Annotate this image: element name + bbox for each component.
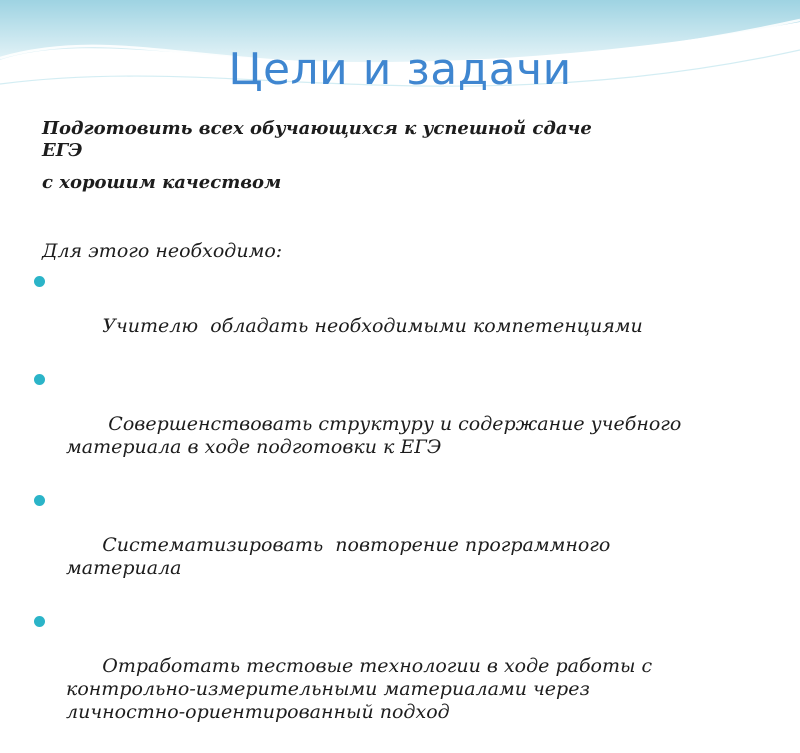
bullet-dot-icon [34,616,45,627]
goal-line: с хорошим качеством [42,172,282,193]
bullet-dot-icon [34,495,45,506]
list-item [28,488,762,603]
spacer [42,162,762,172]
bullet-dot-icon [34,276,45,287]
list-item [28,367,762,482]
list-item [28,269,762,361]
list-item-text: Систематизировать повторение программного материала [66,534,611,579]
bullet-dot-icon [34,374,45,385]
bullet-list [28,269,762,747]
goal-line: ЕГЭ [42,140,83,161]
list-item-text: Отработать тестовые технологии в ходе работы с контрольно-измерительными материалами через личностно-ориентированный подход [66,655,653,723]
list-item-text: Совершенствовать структуру и содержание учебного материала в ходе подготовки к ЕГЭ [66,413,682,458]
goal-line: Подготовить всех обучающихся к успешной сдаче [42,118,592,139]
list-item-text: Учителю обладать необходимыми компетенциями [102,315,643,337]
slide-title: Цели и задачи [228,44,572,95]
intro-text: Для этого необходимо: [42,240,283,262]
slide-content [42,118,762,753]
list-item [28,609,762,747]
